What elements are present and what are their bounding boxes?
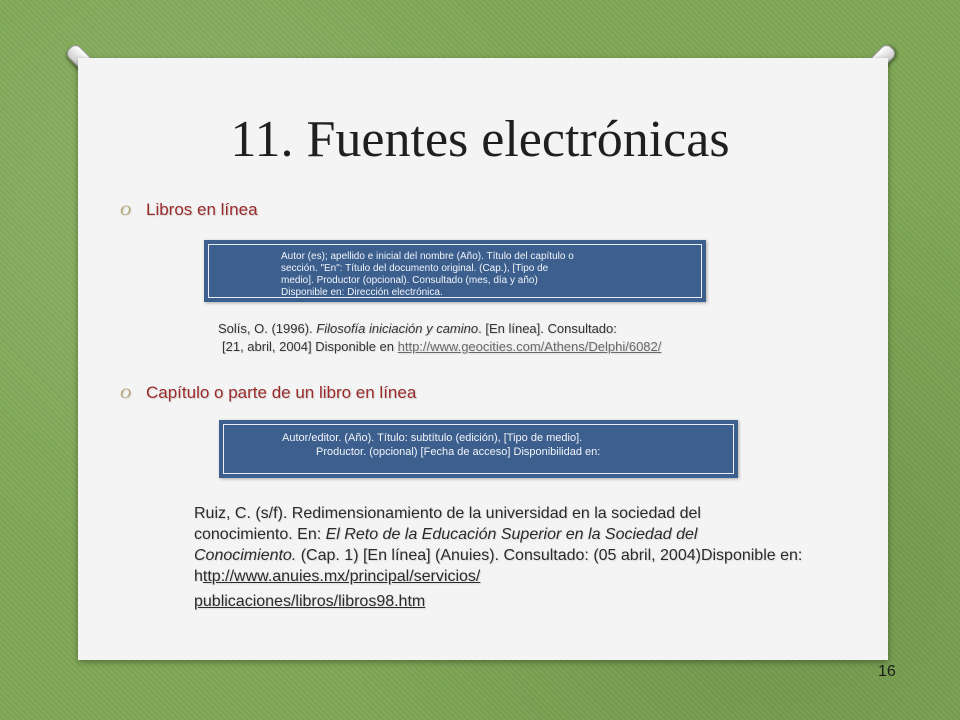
reference-url-link[interactable]: http://www.geocities.com/Athens/Delphi/6082/ [397,339,662,354]
bullet-marker-icon: O [120,386,131,402]
reference-title: El Reto de la Educación Superior en la Sociedad del Conocimiento. [194,526,698,564]
reference-url-link[interactable]: ttp://www.anuies.mx/principal/servicios/ [202,568,481,585]
format-template-box [204,240,706,302]
reference-url-link-continued[interactable]: publicaciones/libros/libros98.htm [194,593,426,610]
bullet-capitulo-libro [120,383,416,403]
reference-text: (Cap. 1) [En línea] (Anuies). Consultado: (05 abril, 2004)Disponible en: h [194,547,803,585]
bullet-marker-icon: O [120,203,131,219]
slide-title: 11. Fuentes electrónicas [230,111,730,168]
format-line: Autor (es); apellido e inicial del nombre (Año). Título del capítulo o [281,251,574,262]
page-number: 16 [878,663,896,680]
section-heading: Capítulo o parte de un libro en línea [146,383,417,402]
format-line: Disponible en: Dirección electrónica. [281,287,443,298]
format-line: sección. "En": Título del documento original. (Cap.), [Tipo de [281,263,549,274]
reference-text: Ruiz, C. (s/f). Redimensionamiento de la universidad en la sociedad del conocimiento. En: [194,505,701,543]
format-line: Autor/editor. (Año). Título: subtítulo (edición), [Tipo de medio]. [282,432,583,444]
reference-title: Filosofía iniciación y camino [316,321,479,336]
reference-text: . [En línea]. Consultado: [478,321,617,336]
reference-text: [21, abril, 2004] Disponible en [222,339,398,354]
example-reference [218,320,818,356]
bullet-libros-en-linea [120,200,258,220]
format-template-box [219,420,738,478]
format-line: medio]. Productor (opcional). Consultado (mes, día y año) [281,275,538,286]
example-reference [194,503,804,612]
reference-text: Solís, O. (1996). [218,321,317,336]
section-heading: Libros en línea [146,200,258,219]
format-line: Productor. (opcional) [Fecha de acceso] Disponibilidad en: [316,446,601,458]
